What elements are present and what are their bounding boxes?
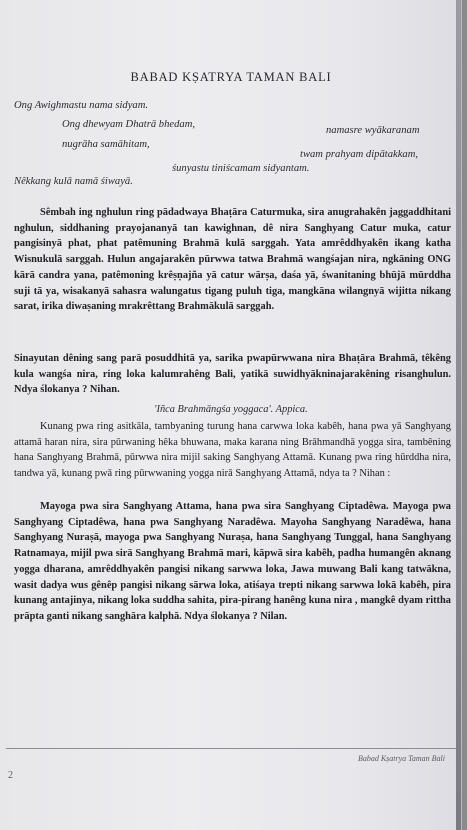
- mantra-line-2-left: Ong dhewyam Dhatrā bhedam,: [62, 119, 195, 130]
- mantra-line-5: Nêkkang kulā namā śiwayā.: [14, 176, 133, 187]
- paragraph-4-text: Mayoga pwa sira Sanghyang Attama, hana pwa sira Sanghyang Ciptadêwa. Mayoga pwa Sanghyang Ciptadêwa, hana pwa Sanghyang Naradêwa. Mayoha Sanghyang Naradêwa, hana Sanghyang Nuraṣā, mayoga pwa Sanghyang Nuraṣa, hana Sanghyang Tunggal, hana Sanghyang Ratnamaya, mijil pwa sirā Sanghyang Brahmā mari, kāpwā sira kabêh, padha humangên aknang yogga dharana, amrêddhyakên pangisi nikang sarwwa loka, Jawa muwang Bali kang tatwākna, wasit dadya wus gênêp pangisi nikang sārwa loka, atiśaya trepti nikang sarwwa lokā kabêh, pira kunang antajinya, nikang loka suddha sahita, pira-pirang hanêng kuna nira , mangkê dyam rittha prāpta ganti nikang sanghāra kalphā. Ndya ślokanya ? Nilan.: [14, 501, 451, 622]
- paragraph-3-text: Kunang pwa ring asitkāla, tambyaning turung hana carwwa loka kabêh, hana pwa yā Sanghyang attamā haran nira, sira pūrwaning hêka bhuwana, maka karana ning Brāhmandhā yogga sira, tambêning hana Sanghyang Brahmā, pūrwwa nira mijil saking Sanghyang Attamā. Kunang pwa ring hūrddha nira, tandwa yā, kunang pwā ring pūrwwaning yogga nirā Sanghyang Attamā, ndya ta ? Nihan :: [14, 421, 451, 480]
- paragraph-3: [14, 419, 451, 482]
- page-title: BABAD KṢATRYA TAMAN BALI: [130, 70, 332, 84]
- paragraph-2-text: Sinayutan dêning sang parā posuddhitā ya, sarika pwapūrwwana nira Bhaṭāra Brahmā, têkêng kula wangśa nira, ring loka kalumrahêng Bali, yatikā suwidhyākninajarakêning risanghulun. Ndya ślokanya ? Nihan.: [14, 353, 451, 396]
- page-number: 2: [8, 770, 13, 781]
- page-edge-shadow: [456, 0, 461, 830]
- mantra-line-2-right: namasre wyākaranam: [326, 125, 420, 136]
- quote-line: 'Iñca Brahmāngśa yoggaca'. Appica.: [154, 404, 308, 415]
- mantra-line-1: Ong Awighmastu nama sidyam.: [14, 100, 148, 111]
- paragraph-4: [14, 499, 451, 625]
- paragraph-2: [14, 351, 451, 398]
- running-footer-title: Babad Kṣatrya Taman Bali: [357, 754, 445, 763]
- mantra-line-3-left: nugrāha samāhitam,: [62, 139, 150, 150]
- mantra-line-4: śunyastu tiniścamam sidyantam.: [172, 163, 310, 174]
- mantra-line-3-right: twam prahyam dipātakkam,: [300, 149, 418, 160]
- footer-rule: [6, 748, 456, 749]
- paragraph-1: [14, 205, 451, 315]
- paragraph-1-text: Sêmbah ing nghulun ring pādadwaya Bhaṭāra Caturmuka, sira anugrahakên jaggaddhitani nghulun, siddhaning prayojananyā tan kawighnan, dê nira Sanghyang Catur muka, catur pangisinyā phat, phat patêmuning Brahmā kulā sarggah. Yata amrêddhyakên ikang katha Wisnukulā sarggah. Hulun angajarakên pūrwwa tatwa Brahmā wangśajan nira, ngkāning ONG kārā candra yana, patêmoning krêṣṇajña yā catur wārṣa, daśa yā, śwanitaning bhūjā mūrddha suji tā ya, wisakanyā sahasra walungatus tigang puluh tiga, mangkāna wilangnyā wijitta nikang sarat, irika diwaṣaning mrakrêttang Brahmākulā sarggah.: [14, 207, 451, 313]
